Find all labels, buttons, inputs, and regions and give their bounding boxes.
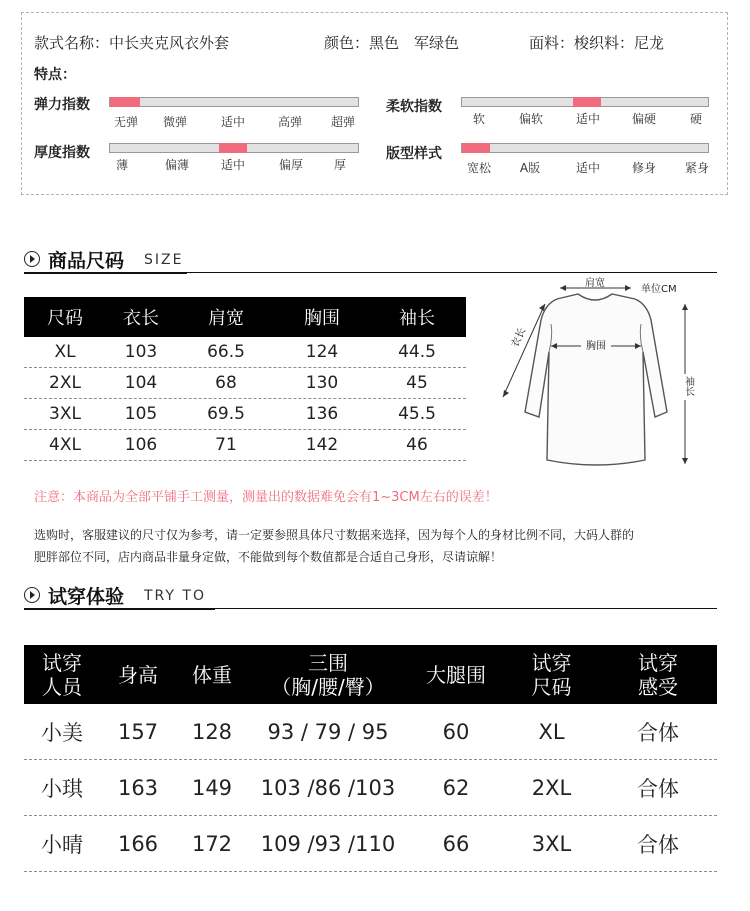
elasticity-fill [110,97,140,107]
weight-cell: 149 [191,775,233,800]
softness-tick: 偏软 [518,112,544,126]
header-cell [504,645,599,704]
header-text: 大腿围 [426,662,486,687]
chest-cell: 142 [305,435,339,455]
tryon-section-title-en: TRY TO [144,588,206,604]
shoulder-label: 肩宽 [585,278,605,289]
header-text: 三围 [308,650,348,675]
header-text: 感受 [638,674,678,699]
fit-tick: 修身 [631,161,657,175]
elasticity-bar [109,97,359,107]
advice-text-line1: 选购时，客服建议的尺寸仅为参考，请一定要参照具体尺寸数据来选择，因为每个人的身材比例不同，大码人群的 [34,528,635,542]
chest-cell: 136 [305,404,339,424]
shoulder-cell: 69.5 [207,404,245,424]
header-cell: 衣长 [123,308,159,329]
height-cell: 166 [117,831,159,856]
table-row [24,760,717,816]
header-text: 尺码 [531,674,572,699]
fit-tick: 适中 [575,161,601,175]
tryon-size-cell: 3XL [531,831,572,856]
size-cell: 4XL [49,435,81,455]
header-cell: 尺码 [47,308,83,329]
elasticity-tick: 适中 [220,115,246,129]
thickness-bar [109,143,359,153]
advice-text-line2: 肥胖部位不同，店内商品非量身定做，不能做到每个数值都是合适自己身形，尽请谅解！ [34,550,503,564]
thickness-tick: 偏薄 [164,158,190,172]
tryon-table [24,645,717,872]
thickness-tick: 适中 [220,158,246,172]
size-cell: 2XL [49,373,81,393]
length-cell: 104 [124,373,158,393]
table-row [24,430,466,461]
tryon-size-cell: 2XL [531,775,572,800]
size-table [24,297,466,461]
weight-cell: 128 [191,719,233,744]
length-cell: 105 [124,404,158,424]
header-text: 试穿 [638,650,678,675]
sleeve-cell: 44.5 [398,342,436,362]
measurement-warning: 注意：本商品为全部平铺手工测量，测量出的数据难免会有1~3CM左右的误差！ [34,490,498,505]
tester-cell: 小晴 [41,832,83,857]
garment-measurement-diagram [485,272,720,477]
header-text: 人员 [42,674,82,699]
thickness-tick: 厚 [333,158,347,172]
header-cell [599,645,717,704]
header-cell: 肩宽 [208,308,244,329]
tryon-section-title: 试穿体验 [48,586,125,608]
tryon-table-header [24,645,717,704]
header-cell: 胸围 [304,308,340,329]
chest-cell: 124 [305,342,339,362]
header-text: 体重 [192,662,232,687]
elasticity-tick: 高弹 [277,115,303,129]
header-text: 试穿 [531,650,572,675]
size-table-header [24,297,466,337]
header-cell [176,645,248,704]
softness-fill [573,97,601,107]
fit-label: 版型样式 [386,146,442,162]
feeling-cell: 合体 [637,832,679,857]
table-row [24,399,466,430]
header-cell [248,645,408,704]
section-divider-thick [24,608,215,610]
tryon-size-cell: XL [538,719,565,744]
thigh-cell: 60 [442,719,470,744]
header-cell: 袖长 [399,308,435,329]
measurements-cell: 109 /93 /110 [260,831,396,856]
elasticity-tick: 无弹 [113,115,139,129]
size-cell: XL [54,342,76,362]
softness-tick: 硬 [689,112,703,126]
length-label: 衣长 [509,326,529,350]
shoulder-cell: 66.5 [207,342,245,362]
elasticity-tick: 超弹 [330,115,356,129]
table-row [24,816,717,872]
thigh-cell: 66 [442,831,470,856]
garment-outline [525,294,667,465]
thickness-fill [219,143,247,153]
fit-tick: 宽松 [466,161,492,175]
chest-label: 胸围 [586,341,606,352]
color-info: 颜色：黑色 军绿色 [324,34,460,52]
section-divider [215,608,717,609]
size-cell: 3XL [49,404,81,424]
header-cell [24,645,100,704]
fit-bar [461,143,709,153]
table-row [24,337,466,368]
thickness-label: 厚度指数 [34,145,90,161]
features-label: 特点： [34,67,76,83]
measurements-cell: 93 / 79 / 95 [267,719,389,744]
feeling-cell: 合体 [637,776,679,801]
elasticity-label: 弹力指数 [34,97,90,113]
header-text: 身高 [118,662,158,687]
play-circle-icon [24,251,40,267]
style-name: 款式名称：中长夹克风衣外套 [34,34,230,52]
unit-label: 单位CM [641,284,677,295]
play-circle-icon [24,587,40,603]
product-attributes-box [21,12,728,195]
height-cell: 157 [117,719,159,744]
softness-tick: 软 [472,112,486,126]
sleeve-cell: 45 [406,373,428,393]
length-cell: 103 [124,342,158,362]
thigh-cell: 62 [442,775,470,800]
measurements-cell: 103 /86 /103 [260,775,396,800]
softness-label: 柔软指数 [386,99,442,115]
softness-tick: 偏硬 [631,112,657,126]
fit-tick: A版 [519,161,541,175]
thickness-tick: 偏厚 [278,158,304,172]
section-divider-thick [24,272,187,274]
fit-tick: 紧身 [684,161,710,175]
fabric-info: 面料：梭织料：尼龙 [529,34,665,52]
table-row [24,704,717,760]
softness-bar [461,97,709,107]
size-section-title-en: SIZE [144,252,184,268]
shoulder-cell: 68 [215,373,237,393]
header-cell [408,645,504,704]
length-cell: 106 [124,435,158,455]
weight-cell: 172 [191,831,233,856]
thickness-tick: 薄 [115,158,129,172]
sleeve-cell: 45.5 [398,404,436,424]
chest-cell: 130 [305,373,339,393]
feeling-cell: 合体 [637,720,679,745]
header-text: 试穿 [42,650,82,675]
header-cell [100,645,176,704]
tester-cell: 小琪 [41,776,83,801]
tester-cell: 小美 [41,720,83,745]
tryon-section-header [24,580,724,610]
sleeve-label: 袖长 [682,376,694,396]
fit-fill [462,143,490,153]
height-cell: 163 [117,775,159,800]
size-section-title: 商品尺码 [48,250,125,272]
table-row [24,368,466,399]
size-section-header [24,244,724,274]
header-text: （胸/腰/臀） [271,674,385,699]
sleeve-cell: 46 [406,435,428,455]
shoulder-cell: 71 [215,435,237,455]
softness-tick: 适中 [575,112,601,126]
elasticity-tick: 微弹 [162,115,188,129]
